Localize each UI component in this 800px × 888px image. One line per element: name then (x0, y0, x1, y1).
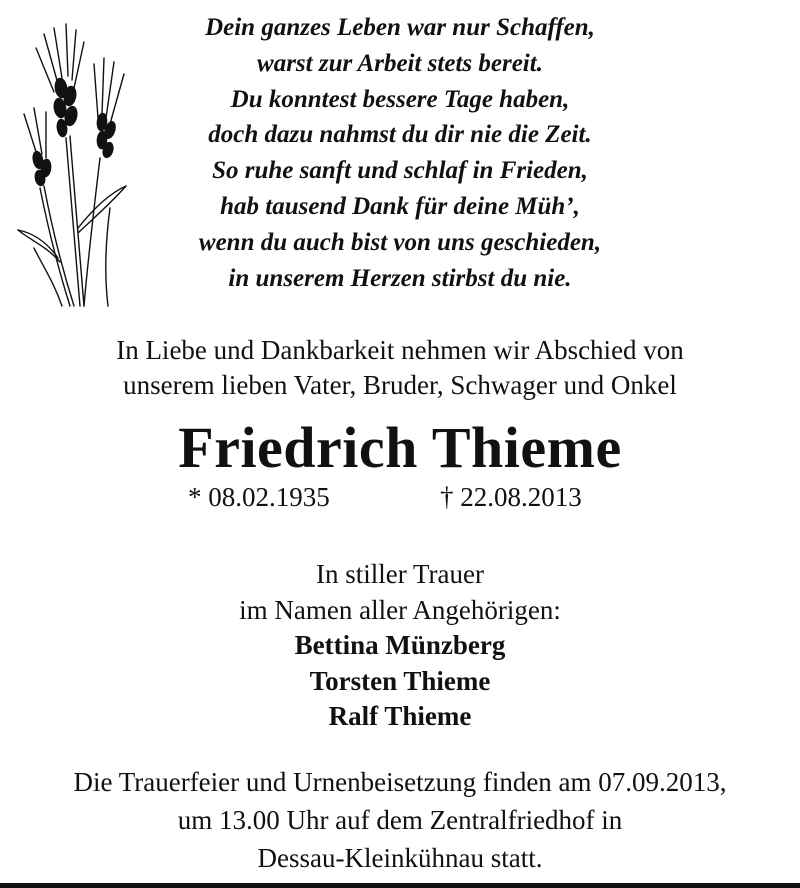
mourner-name: Torsten Thieme (309, 665, 491, 696)
mourning-line: im Namen aller Angehörigen: (239, 594, 561, 625)
deceased-name: Friedrich Thieme (178, 415, 622, 480)
poem-line: wenn du auch bist von uns geschieden, (198, 228, 602, 256)
mourning-line: In stiller Trauer (316, 559, 484, 589)
poem-line: doch dazu nahmst du dir nie die Zeit. (208, 121, 592, 149)
poem-line: warst zur Arbeit stets bereit. (257, 49, 543, 77)
poem-line: Dein ganzes Leben war nur Schaffen, (205, 14, 595, 41)
funeral-line: Dessau-Kleinkühnau statt. (257, 843, 543, 873)
memorial-poem (120, 10, 680, 296)
funeral-line: Die Trauerfeier und Urnenbeisetzung finden am 07.09.2013, (73, 767, 727, 797)
poem-line: So ruhe sanft und schlaf in Frieden, (212, 157, 588, 185)
poem-line: Du konntest bessere Tage haben, (230, 85, 570, 113)
poem-line: in unserem Herzen stirbst du nie. (228, 264, 572, 292)
intro-line: unserem lieben Vater, Bruder, Schwager und Onkel (123, 370, 677, 400)
death-date: † 22.08.2013 (440, 482, 582, 512)
intro-line: In Liebe und Dankbarkeit nehmen wir Abschied von (116, 335, 684, 365)
funeral-details (0, 763, 800, 877)
mourners-block (0, 557, 800, 735)
mourner-name: Bettina Münzberg (294, 630, 506, 660)
poem-line: hab tausend Dank für deine Müh’, (220, 192, 580, 220)
mourner-name: Ralf Thieme (328, 701, 472, 731)
funeral-line: um 13.00 Uhr auf dem Zentralfriedhof in (177, 805, 623, 835)
wheat-ears-icon (14, 18, 132, 308)
farewell-intro (0, 333, 800, 403)
birth-date: * 08.02.1935 (188, 482, 330, 512)
